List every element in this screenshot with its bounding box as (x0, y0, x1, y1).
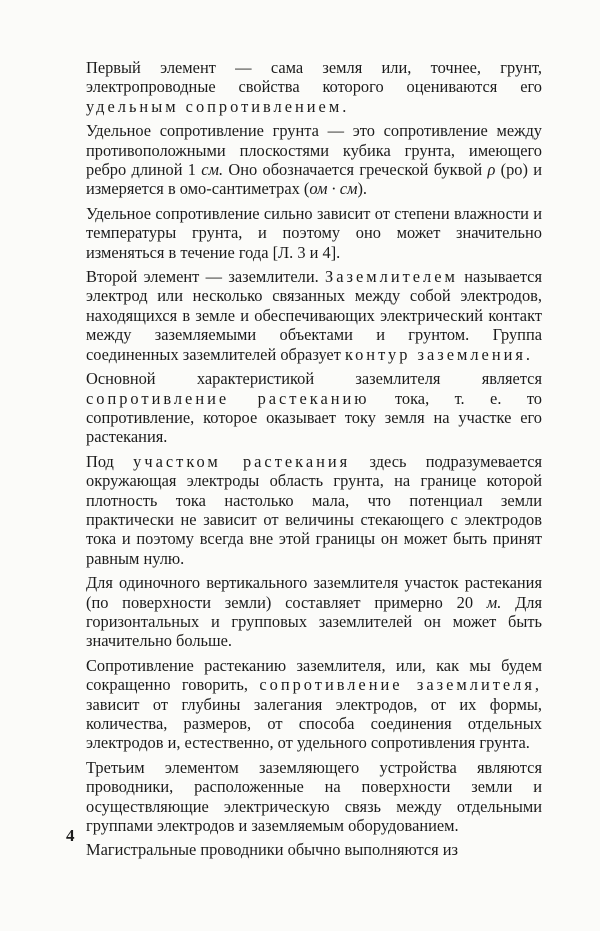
italic-symbol: ρ (487, 160, 496, 180)
text-run: здесь подразумевается окружающая электроды область грунта, на границе которой плотность тока настолько мала, что потенциал земли практически не зависит от величины стекающего с электродов тока и поэтому всегда вне этой границы он может быть принят равным нулю. (86, 451, 543, 568)
text-run: зависит от глубины залегания электродов, от их формы, количества, размеров, от способа соединения отдельных электродов и, естественно, от удельного сопротивления грунта. (86, 694, 542, 753)
paragraph (86, 573, 542, 651)
text-run: Удельное сопротивление грунта — это сопротивление между противоположными плоскостями кубика грунта, имеющего ребро длиной 1 (86, 121, 542, 180)
text-run: Магистральные проводники обычно выполняются из (86, 840, 459, 860)
paragraph (86, 58, 542, 116)
paragraph (86, 452, 542, 568)
paragraph (86, 369, 542, 447)
emphasized-term: участком растекания (133, 451, 351, 471)
paragraph (86, 204, 542, 262)
emphasized-term: сопротивление растеканию (86, 388, 370, 408)
paragraph (86, 267, 542, 364)
emphasized-term: контур заземления. (344, 344, 534, 364)
text-run: Для одиночного вертикального заземлителя участок растекания (по поверхности земли) составляет примерно 20 (86, 573, 542, 612)
italic-symbol: м. (486, 592, 502, 612)
text-run: тока, т. е. то сопротивление, которое оказывает току земля на участке его растекания. (86, 388, 542, 447)
paragraph (86, 656, 542, 753)
text-run: Оно обозначается греческой буквой (223, 160, 488, 180)
paragraph (86, 121, 542, 199)
text-run: Под (86, 451, 134, 471)
text-run: Первый элемент — сама земля или, точнее, грунт, электропроводные свойства которого оцениваются его (86, 58, 542, 97)
text-run: Основной характеристикой заземлителя является (86, 369, 542, 389)
text-run: Для горизонтальных и групповых заземлителей он может быть значительно больше. (86, 592, 543, 651)
text-run: Третьим элементом заземляющего устройства являются проводники, расположенные на поверхности земли и осуществляющие электрическую связь между отдельными группами электродов и заземляемым оборудованием. (86, 757, 542, 836)
text-run: ). (357, 179, 368, 199)
italic-symbol: ом · см (309, 179, 358, 199)
paragraph (86, 840, 542, 859)
emphasized-term: сопротивление заземлителя, (259, 675, 542, 695)
italic-symbol: см. (201, 160, 224, 180)
paragraph (86, 758, 542, 836)
text-run: Второй элемент — заземлители. (86, 267, 326, 287)
text-run: Удельное сопротивление сильно зависит от степени влажности и температуры грунта, и поэтому оно может значительно изменяться в течение года [Л. 3 и 4]. (86, 203, 542, 262)
text-run: Сопротивление растеканию заземлителя, или, как мы будем сокращенно говорить, (86, 655, 542, 695)
body-text (86, 58, 542, 865)
page-number: 4 (66, 826, 75, 845)
emphasized-term: Заземлителем (325, 267, 458, 287)
text-run: называется электрод или несколько связанных между собой электродов, находящихся в земле и обеспечивающих электрический контакт между заземляемыми объектами и грунтом. Группа соединенных заземлителей образует (86, 267, 542, 364)
emphasized-term: удельным сопротивлением. (86, 96, 350, 116)
text-run: (ро) и измеряется в омо-сантиметрах ( (86, 160, 542, 199)
